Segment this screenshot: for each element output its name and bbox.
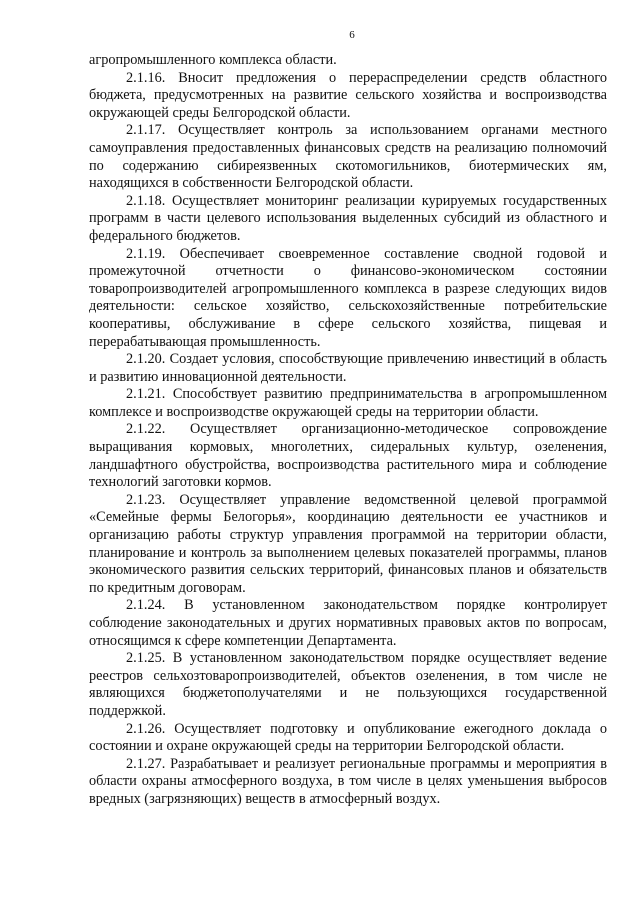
page-number: 6: [349, 29, 355, 41]
paragraph-2-1-21: 2.1.21. Способствует развитию предпринимательства в агропромышленном комплексе и воспроизводстве окружающей среды на территории области.: [89, 386, 607, 420]
paragraph-2-1-18: 2.1.18. Осуществляет мониторинг реализации курируемых государственных программ в части целевого использования выделенных субсидий из областного и федерального бюджетов.: [89, 192, 607, 244]
paragraph-2-1-16: 2.1.16. Вносит предложения о перераспределении средств областного бюджета, предусмотренных на развитие сельского хозяйства и воспроизводства окружающей среды Белгородской области.: [89, 69, 607, 121]
paragraph-2-1-19: 2.1.19. Обеспечивает своевременное составление сводной годовой и промежуточной отчетности о финансово-экономическом состоянии товаропроизводителей агропромышленного комплекса в разрезе следующих видов деятельности: сельское хозяйство, сельскохозяйственные потребительские кооперативы, обслуживание в сфере сельского хозяйства, пищевая и перерабатывающая промышленность.: [89, 245, 607, 350]
paragraph-2-1-27: 2.1.27. Разрабатывает и реализует региональные программы и мероприятия в области охраны атмосферного воздуха, в том числе в целях уменьшения выбросов вредных (загрязняющих) веществ в атмосферный воздух.: [89, 755, 607, 807]
paragraph-2-1-26: 2.1.26. Осуществляет подготовку и опубликование ежегодного доклада о состоянии и охране окружающей среды на территории Белгородской области.: [89, 720, 607, 755]
paragraph-2-1-22: 2.1.22. Осуществляет организационно-методическое сопровождение выращивания кормовых, многолетних, сидеральных культур, озеленения, ландшафтного обустройства, воспроизводства растительного мира и соблюдение технологий заготовки кормов.: [89, 421, 607, 491]
paragraph-2-1-24: 2.1.24. В установленном законодательством порядке контролирует соблюдение законодательных и других нормативных правовых актов по вопросам, относящимся к сфере компетенции Департамента.: [89, 597, 607, 649]
paragraph-2-1-20: 2.1.20. Создает условия, способствующие привлечению инвестиций в область и развитию инновационной деятельности.: [89, 351, 607, 385]
paragraph-2-1-17: 2.1.17. Осуществляет контроль за использованием органами местного самоуправления предоставленных финансовых средств на реализацию полномочий по содержанию сибиреязвенных скотомогильников, биотермических ям, находящихся в собственности Белгородской области.: [89, 122, 607, 192]
paragraph-2-1-23: 2.1.23. Осуществляет управление ведомственной целевой программой «Семейные фермы Белогорья», координацию деятельности ее участников и организацию работы структур управления программой на территории области, планирование и контроль за выполнением целевых показателей программы, планов экономического развития сельских территорий, финансовых планов и обязательств по кредитным договорам.: [89, 491, 607, 596]
paragraph-continuation: агропромышленного комплекса области.: [89, 52, 337, 68]
paragraph-2-1-25: 2.1.25. В установленном законодательством порядке осуществляет ведение реестров сельхозтоваропроизводителей, объектов озеленения, в том числе не являющихся бюджетополучателями и не пользующихся государственной поддержкой.: [89, 650, 607, 719]
